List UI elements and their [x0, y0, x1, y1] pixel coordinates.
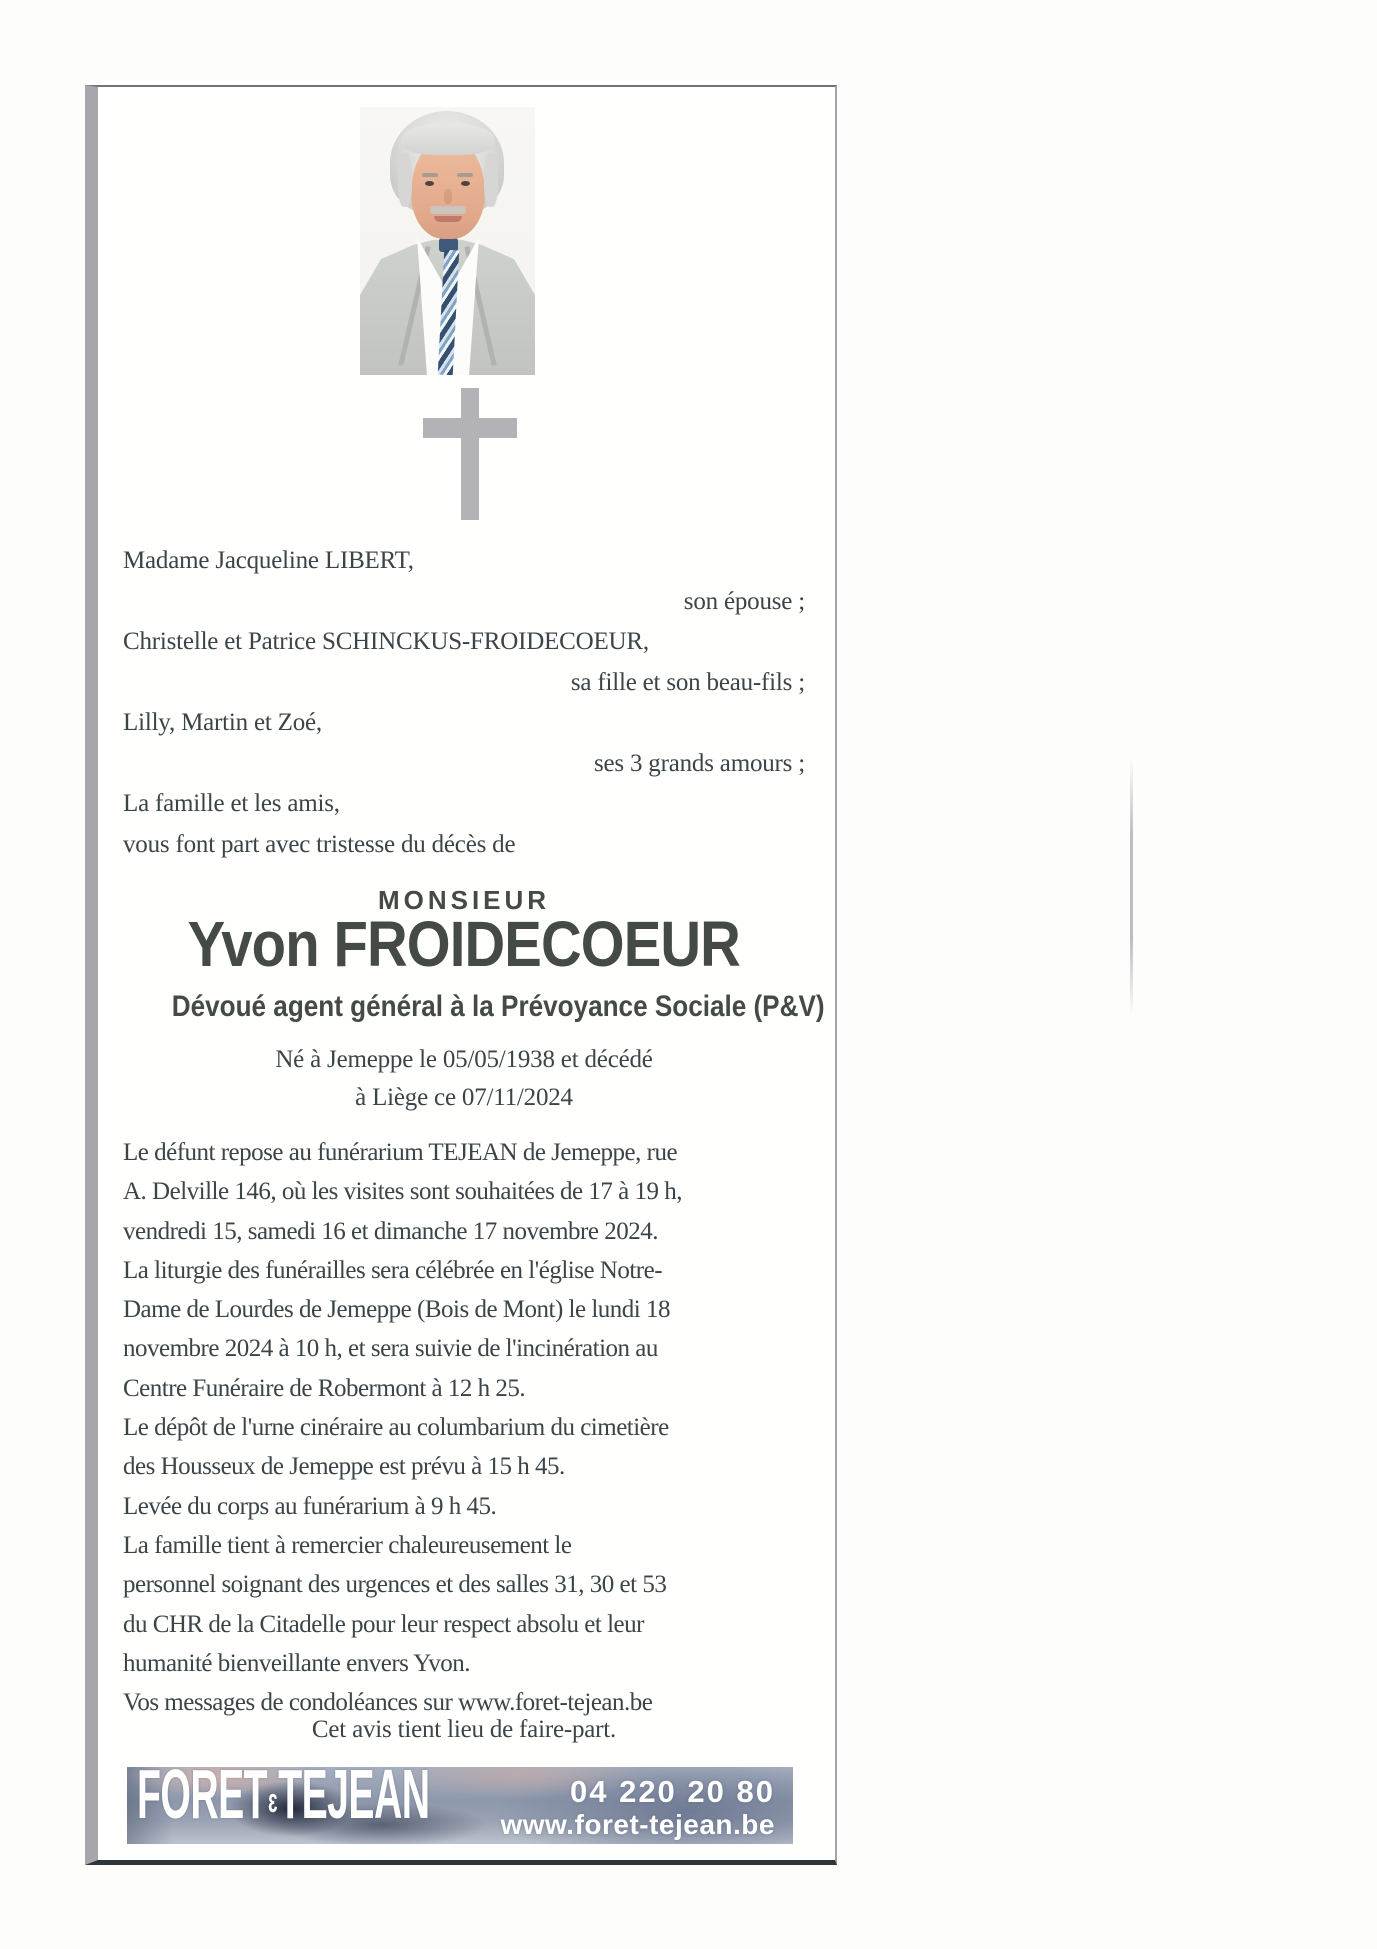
portrait-mouth	[434, 216, 462, 222]
funeral-details	[123, 1133, 805, 1722]
body-line: Le dépôt de l'urne cinéraire au columbarium du cimetière	[123, 1414, 669, 1442]
body-line: vendredi 15, samedi 16 et dimanche 17 novembre 2024.	[123, 1217, 658, 1245]
logo-part2: TEJEAN	[278, 1767, 430, 1833]
body-line: personnel soignant des urgences et des salles 31, 30 et 53	[123, 1571, 667, 1599]
funeral-home-banner	[127, 1767, 793, 1844]
cross-icon	[423, 388, 517, 520]
body-line: Le défunt repose au funérarium TEJEAN de Jemeppe, rue	[123, 1139, 678, 1166]
contact-block	[500, 1774, 775, 1840]
relation-line: sa fille et son beau-fils ;	[570, 668, 805, 696]
logo-part1: FORET	[137, 1767, 268, 1833]
body-line: des Housseux de Jemeppe est prévu à 15 h 45.	[123, 1453, 565, 1481]
family-line: Lilly, Martin et Zoé,	[123, 709, 322, 736]
family-line: La famille et les amis,	[123, 790, 340, 817]
ampersand-glyph: ɛ	[268, 1782, 278, 1820]
family-announcement	[123, 541, 805, 865]
body-line: Dame de Lourdes de Jemeppe (Bois de Mont) le lundi 18	[123, 1296, 670, 1324]
portrait-hair	[398, 153, 412, 207]
body-line: Centre Funéraire de Robermont à 12 h 25.	[123, 1374, 526, 1402]
portrait-hair	[402, 123, 494, 155]
deceased-profession: Dévoué agent général à la Prévoyance Sociale (P&V)	[171, 990, 825, 1023]
body-line: A. Delville 146, où les visites sont souhaitées de 17 à 19 h,	[123, 1178, 683, 1206]
deceased-name: Yvon FROIDECOEUR	[187, 908, 741, 980]
portrait-nose	[444, 189, 452, 204]
body-line: La famille tient à remercier chaleureusement le	[123, 1531, 572, 1559]
closing-line: Cet avis tient lieu de faire-part.	[311, 1716, 617, 1743]
birth-line: Né à Jemeppe le 05/05/1938 et décédé	[275, 1046, 653, 1073]
body-line: Levée du corps au funérarium à 9 h 45.	[123, 1492, 497, 1520]
honorific-title: MONSIEUR	[377, 885, 551, 915]
portrait-mustache	[430, 206, 466, 214]
body-line: novembre 2024 à 10 h, et sera suivie de l'incinération au	[123, 1335, 658, 1363]
condolences-line: Vos messages de condoléances sur www.foret-tejean.be	[123, 1689, 653, 1717]
phone-number: 04 220 20 80	[569, 1774, 775, 1809]
relation-line: son épouse ;	[683, 587, 805, 615]
birth-death-dates	[123, 1041, 805, 1117]
foret-tejean-logo	[137, 1767, 429, 1838]
death-line: à Liège ce 07/11/2024	[355, 1084, 573, 1111]
portrait-photo	[360, 107, 535, 375]
portrait-hair	[484, 153, 498, 207]
body-line: La liturgie des funérailles sera célébrée en l'église Notre-	[123, 1256, 663, 1284]
portrait-eye	[425, 181, 434, 186]
website-url: www.foret-tejean.be	[500, 1809, 775, 1840]
announcement-intro: vous font part avec tristesse du décès de	[123, 830, 516, 858]
body-line: humanité bienveillante envers Yvon.	[123, 1649, 471, 1677]
relation-line: ses 3 grands amours ;	[593, 749, 805, 777]
death-notice-card	[85, 85, 837, 1865]
portrait-eyebrow	[457, 173, 473, 177]
scan-artifact-line	[1130, 758, 1133, 1016]
body-line: du CHR de la Citadelle pour leur respect absolu et leur	[123, 1610, 644, 1638]
portrait-eyebrow	[422, 173, 438, 177]
portrait-eye	[461, 181, 470, 186]
family-line: Christelle et Patrice SCHINCKUS-FROIDECOEUR,	[123, 628, 649, 655]
family-line: Madame Jacqueline LIBERT,	[123, 547, 414, 574]
